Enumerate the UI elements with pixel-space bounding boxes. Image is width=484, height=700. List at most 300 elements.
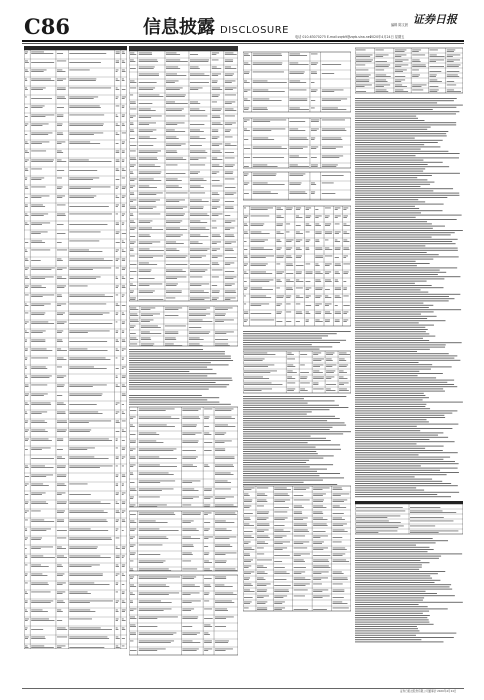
- table-cell-text: [57, 449, 63, 450]
- table-cell-text: [215, 458, 235, 459]
- table-cell-text: [289, 166, 309, 167]
- table-cell-text: [313, 560, 328, 561]
- table-cell-text: [343, 217, 347, 218]
- table-cell-text: [116, 331, 119, 332]
- table-cell-text: [139, 458, 177, 459]
- table-cell-text: [190, 201, 209, 202]
- table-cell-text: [130, 650, 137, 651]
- table-cell-text: [57, 601, 63, 602]
- table-cell-text: [130, 172, 133, 173]
- table-cell-text: [122, 206, 125, 207]
- right-paragraph: [355, 443, 416, 444]
- table-cell-text: [130, 271, 136, 272]
- center-right-paragraph2: [243, 398, 304, 399]
- table-cell-text: [253, 120, 287, 121]
- table-cell-text: [253, 138, 269, 139]
- table-cell-text: [182, 465, 193, 466]
- table-cell-text: [69, 458, 108, 459]
- table-cell-text: [25, 313, 28, 314]
- table-cell-text: [335, 321, 340, 322]
- table-cell-text: [313, 542, 324, 543]
- table-cell-text: [212, 151, 221, 152]
- table-cell-text: [182, 450, 196, 451]
- table-cell-text: [212, 130, 219, 131]
- table-cell-text: [244, 536, 251, 537]
- table-cell-text: [244, 602, 252, 603]
- table-cell-text: [212, 54, 217, 55]
- table-cell-text: [130, 458, 136, 459]
- section-title: 信息披露: [143, 17, 215, 38]
- table-cell-text: [190, 249, 210, 250]
- table-cell-text: [395, 65, 408, 66]
- table-cell-text: [25, 376, 27, 377]
- table-cell-text: [257, 537, 270, 538]
- center-left-header: [129, 46, 238, 51]
- table-cell-text: [116, 322, 118, 323]
- table-cell-text: [204, 442, 212, 443]
- table-cell-text: [31, 106, 44, 107]
- table-cell-text: [57, 350, 67, 351]
- right-paragraph: [355, 320, 445, 321]
- center-right-paragraph2: [243, 416, 335, 417]
- table-cell-text: [253, 129, 286, 130]
- table-cell-text: [225, 130, 231, 131]
- table-cell-text: [333, 573, 344, 574]
- table-cell-text: [410, 526, 435, 527]
- center-right-paragraph2: [243, 455, 334, 456]
- table-cell-text: [286, 208, 293, 209]
- right-paragraph: [355, 197, 447, 198]
- table-cell-text: [166, 271, 186, 272]
- table-cell-text: [190, 67, 199, 68]
- table-cell-text: [57, 610, 61, 611]
- table-cell-text: [130, 215, 133, 216]
- table-cell-text: [25, 340, 27, 341]
- table-cell-text: [57, 412, 65, 413]
- table-cell-text: [57, 430, 67, 431]
- right-paragraph: [355, 300, 449, 301]
- table-cell-text: [375, 91, 388, 92]
- center-left-paragraph: [129, 371, 189, 372]
- table-cell-text: [322, 129, 345, 130]
- right-paragraph: [355, 98, 457, 99]
- table-cell-text: [116, 475, 119, 476]
- table-cell-text: [116, 206, 118, 207]
- table-cell-text: [244, 608, 249, 609]
- table-cell-text: [57, 151, 62, 152]
- table-cell-text: [130, 200, 136, 201]
- table-cell-text: [204, 417, 209, 418]
- table-cell-text: [25, 404, 29, 405]
- right-paragraph: [355, 439, 429, 440]
- table-cell-text: [130, 609, 137, 610]
- right-paragraph: [355, 256, 459, 257]
- table-cell-text: [274, 548, 287, 549]
- table-cell-text: [315, 265, 319, 266]
- table-cell-text: [311, 183, 315, 184]
- table-cell-text: [130, 186, 135, 187]
- table-cell-text: [57, 503, 66, 504]
- table-cell-text: [253, 90, 269, 91]
- right-paragraph: [355, 448, 425, 449]
- table-cell-text: [122, 584, 125, 585]
- table-cell-text: [25, 214, 27, 215]
- table-cell-text: [116, 106, 120, 107]
- table-cell-text: [31, 368, 47, 369]
- table-cell-text: [215, 410, 231, 411]
- table-cell-text: [343, 224, 346, 225]
- table-cell-text: [356, 511, 405, 512]
- table-cell-text: [190, 60, 209, 61]
- table-cell-text: [244, 488, 255, 489]
- table-cell-text: [69, 502, 100, 503]
- center-right-paragraph2: [243, 473, 340, 474]
- table-cell-text: [276, 281, 281, 282]
- table-cell-text: [130, 68, 136, 69]
- right-paragraph: [355, 177, 417, 178]
- table-cell-text: [244, 543, 248, 544]
- center-left-paragraph: [129, 384, 229, 385]
- table-cell-text: [204, 578, 212, 579]
- table-cell-text: [447, 91, 461, 92]
- table-cell-text: [69, 584, 109, 585]
- table-cell-text: [139, 180, 162, 181]
- table-cell-text: [116, 313, 119, 314]
- table-cell-text: [250, 313, 271, 314]
- table-cell-text: [225, 236, 235, 237]
- table-cell-text: [130, 626, 136, 627]
- table-cell-text: [139, 418, 180, 419]
- table-cell-text: [57, 592, 65, 593]
- table-cell-text: [289, 109, 309, 110]
- table-cell-text: [225, 299, 231, 300]
- table-cell-text: [57, 647, 62, 648]
- table-cell-text: [250, 296, 266, 297]
- table-cell-text: [204, 433, 209, 434]
- table-cell-text: [130, 585, 134, 586]
- table-cell-text: [25, 485, 27, 486]
- table-cell-text: [69, 188, 90, 189]
- right-paragraph: [355, 362, 419, 363]
- table-cell-text: [182, 545, 193, 546]
- table-cell-text: [31, 206, 45, 207]
- table-cell-text: [25, 512, 27, 513]
- table-cell-text: [25, 161, 27, 162]
- table-cell-text: [31, 269, 51, 270]
- table-cell-text: [244, 120, 250, 121]
- table-cell-text: [122, 332, 124, 333]
- table-cell-text: [116, 529, 119, 530]
- center-right-paragraph2: [243, 477, 344, 478]
- table-cell-text: [166, 285, 177, 286]
- table-cell-text: [116, 511, 119, 512]
- table-cell-text: [294, 543, 304, 544]
- center-right-paragraph2: [243, 469, 327, 470]
- table-cell-text: [130, 610, 134, 611]
- table-cell-text: [313, 597, 322, 598]
- table-cell-text: [130, 54, 136, 55]
- table-cell-text: [276, 241, 281, 242]
- center-left-lower-grid: [129, 395, 238, 657]
- table-cell-text: [313, 495, 323, 496]
- table-cell-text: [215, 609, 227, 610]
- table-cell-text: [25, 511, 29, 512]
- table-cell-text: [139, 545, 163, 546]
- right-paragraph2: [355, 606, 428, 607]
- table-cell-text: [25, 197, 28, 198]
- table-cell-text: [311, 72, 317, 73]
- table-cell-text: [244, 312, 248, 313]
- table-cell-text: [25, 556, 27, 557]
- table-cell-text: [139, 561, 166, 562]
- center-left-lower-paragraph: [129, 399, 207, 400]
- right-paragraph: [355, 184, 430, 185]
- table-cell-text: [333, 530, 345, 531]
- table-cell-text: [139, 410, 166, 411]
- table-cell-text: [190, 207, 204, 208]
- table-cell-text: [190, 187, 204, 188]
- table-cell-text: [286, 241, 291, 242]
- right-paragraph2: [355, 593, 437, 594]
- table-cell-text: [122, 368, 124, 369]
- table-cell-text: [116, 466, 118, 467]
- table-cell-text: [57, 340, 62, 341]
- table-cell-text: [244, 216, 248, 217]
- table-cell-text: [116, 637, 119, 638]
- table-cell-text: [182, 641, 192, 642]
- right-paragraph: [355, 289, 421, 290]
- table-cell-text: [296, 240, 302, 241]
- table-cell-text: [356, 81, 369, 82]
- center-right-paragraph2: [243, 396, 346, 397]
- table-cell-text: [69, 602, 90, 603]
- table-cell-text: [31, 647, 54, 648]
- table-cell-text: [343, 256, 348, 257]
- table-cell-text: [244, 157, 250, 158]
- table-cell-text: [139, 641, 174, 642]
- table-cell-text: [190, 158, 206, 159]
- table-cell-text: [130, 505, 135, 506]
- table-cell-text: [311, 148, 316, 149]
- table-cell-text: [69, 296, 113, 297]
- table-cell-text: [182, 482, 192, 483]
- table-cell-text: [296, 209, 300, 210]
- right-paragraph2: [355, 608, 448, 609]
- table-cell-text: [139, 626, 158, 627]
- table-cell-text: [225, 124, 232, 125]
- table-cell-text: [69, 332, 88, 333]
- table-cell-text: [289, 54, 300, 55]
- table-cell-text: [116, 592, 118, 593]
- table-cell-text: [311, 63, 318, 64]
- table-cell-text: [116, 89, 120, 90]
- table-cell-text: [276, 272, 284, 273]
- table-cell-text: [57, 620, 62, 621]
- table-cell-text: [122, 52, 125, 53]
- table-cell-text: [190, 271, 205, 272]
- table-cell-text: [122, 242, 125, 243]
- table-cell-text: [57, 485, 66, 486]
- table-cell-text: [429, 71, 441, 72]
- table-cell-text: [335, 216, 341, 217]
- table-cell-text: [31, 268, 55, 269]
- table-cell-text: [286, 232, 289, 233]
- table-cell-text: [25, 206, 28, 207]
- table-cell-text: [116, 422, 120, 423]
- table-cell-text: [356, 75, 371, 76]
- table-cell-text: [274, 596, 287, 597]
- table-cell-text: [141, 321, 150, 322]
- center-right-paragraph2: [243, 464, 333, 465]
- table-cell-text: [130, 250, 134, 251]
- table-cell-text: [130, 594, 135, 595]
- table-cell-text: [122, 395, 126, 396]
- right-paragraph2: [355, 564, 422, 565]
- table-cell-text: [25, 520, 28, 521]
- right-paragraph: [355, 311, 434, 312]
- center-right-paragraph2: [243, 414, 307, 415]
- table-cell-text: [57, 359, 67, 360]
- table-cell-text: [130, 497, 134, 498]
- table-cell-text: [116, 628, 118, 629]
- table-cell-text: [139, 61, 158, 62]
- table-cell-text: [225, 68, 237, 69]
- table-cell-text: [306, 312, 309, 313]
- table-cell-text: [31, 79, 51, 80]
- table-cell-text: [333, 554, 346, 555]
- table-cell-text: [25, 431, 28, 432]
- table-cell-text: [182, 529, 196, 530]
- right-paragraph: [355, 217, 416, 218]
- table-cell-text: [276, 288, 280, 289]
- table-cell-text: [116, 251, 118, 252]
- table-cell-text: [130, 457, 135, 458]
- table-cell-text: [116, 350, 119, 351]
- table-cell-text: [69, 134, 94, 135]
- table-cell-text: [322, 120, 345, 121]
- table-cell-text: [257, 573, 268, 574]
- table-cell-text: [166, 277, 186, 278]
- editor-line: 编辑 陈文晨: [391, 23, 408, 27]
- table-cell-text: [225, 222, 231, 223]
- table-cell-text: [130, 618, 136, 619]
- table-cell-text: [244, 591, 255, 592]
- table-cell-text: [57, 160, 62, 161]
- table-cell-text: [57, 124, 63, 125]
- right-paragraph2: [355, 584, 451, 585]
- table-cell-text: [166, 124, 177, 125]
- right-paragraph: [355, 228, 433, 229]
- table-cell-text: [31, 503, 48, 504]
- table-cell-text: [313, 567, 330, 568]
- table-cell-text: [189, 327, 201, 328]
- table-cell-text: [333, 561, 350, 562]
- table-cell-text: [306, 281, 311, 282]
- center-right-paragraph2: [243, 422, 345, 423]
- table-cell-text: [212, 158, 217, 159]
- right-paragraph: [355, 316, 437, 317]
- table-cell-text: [31, 296, 43, 297]
- table-cell-text: [204, 633, 208, 634]
- table-cell-text: [166, 89, 180, 90]
- table-cell-text: [286, 265, 293, 266]
- table-cell-text: [69, 610, 90, 611]
- table-cell-text: [116, 170, 120, 171]
- right-paragraph: [355, 426, 417, 427]
- table-cell-text: [212, 82, 217, 83]
- table-cell-text: [244, 313, 248, 314]
- table-cell-text: [410, 517, 444, 518]
- table-cell-text: [244, 506, 251, 507]
- table-cell-text: [274, 543, 282, 544]
- table-cell-text: [57, 133, 63, 134]
- table-cell-text: [244, 579, 249, 580]
- right-paragraph: [355, 384, 454, 385]
- table-cell-text: [447, 66, 459, 67]
- table-cell-text: [116, 187, 119, 188]
- table-cell-text: [165, 308, 182, 309]
- right-paragraph: [355, 318, 427, 319]
- table-cell-text: [139, 642, 171, 643]
- table-cell-text: [315, 289, 322, 290]
- table-cell-text: [244, 542, 251, 543]
- table-cell-text: [253, 121, 270, 122]
- table-cell-text: [447, 60, 460, 61]
- right-paragraph: [355, 327, 425, 328]
- table-cell-text: [410, 531, 458, 532]
- table-cell-text: [225, 235, 234, 236]
- table-cell-text: [116, 619, 119, 620]
- table-cell-text: [57, 458, 65, 459]
- table-cell-text: [57, 268, 67, 269]
- table-cell-text: [212, 221, 216, 222]
- table-cell-text: [412, 50, 421, 51]
- table-cell-text: [166, 193, 188, 194]
- table-cell-text: [25, 422, 28, 423]
- table-cell-text: [139, 618, 158, 619]
- left-table-grid: [24, 46, 127, 649]
- table-cell-text: [325, 313, 332, 314]
- table-cell-text: [244, 549, 254, 550]
- table-cell-text: [410, 507, 440, 508]
- table-cell-text: [130, 117, 133, 118]
- table-cell-text: [31, 241, 42, 242]
- table-cell-text: [311, 192, 315, 193]
- table-cell-text: [225, 103, 232, 104]
- table-cell-text: [447, 55, 461, 56]
- table-cell-text: [69, 520, 106, 521]
- table-cell-text: [335, 241, 340, 242]
- table-cell-text: [182, 425, 197, 426]
- table-cell-text: [190, 61, 208, 62]
- table-cell-text: [215, 545, 230, 546]
- table-cell-text: [57, 287, 64, 288]
- table-cell-text: [190, 138, 206, 139]
- table-cell-text: [343, 232, 347, 233]
- table-cell-text: [212, 138, 218, 139]
- table-cell-text: [289, 72, 304, 73]
- table-cell-text: [166, 53, 177, 54]
- table-cell-text: [25, 61, 28, 62]
- table-cell-text: [182, 409, 201, 410]
- right-paragraph: [355, 206, 415, 207]
- table-cell-text: [31, 341, 45, 342]
- table-cell-text: [190, 124, 204, 125]
- table-cell-text: [25, 62, 29, 63]
- table-cell-text: [57, 538, 66, 539]
- table-cell-text: [257, 548, 264, 549]
- table-cell-text: [31, 485, 49, 486]
